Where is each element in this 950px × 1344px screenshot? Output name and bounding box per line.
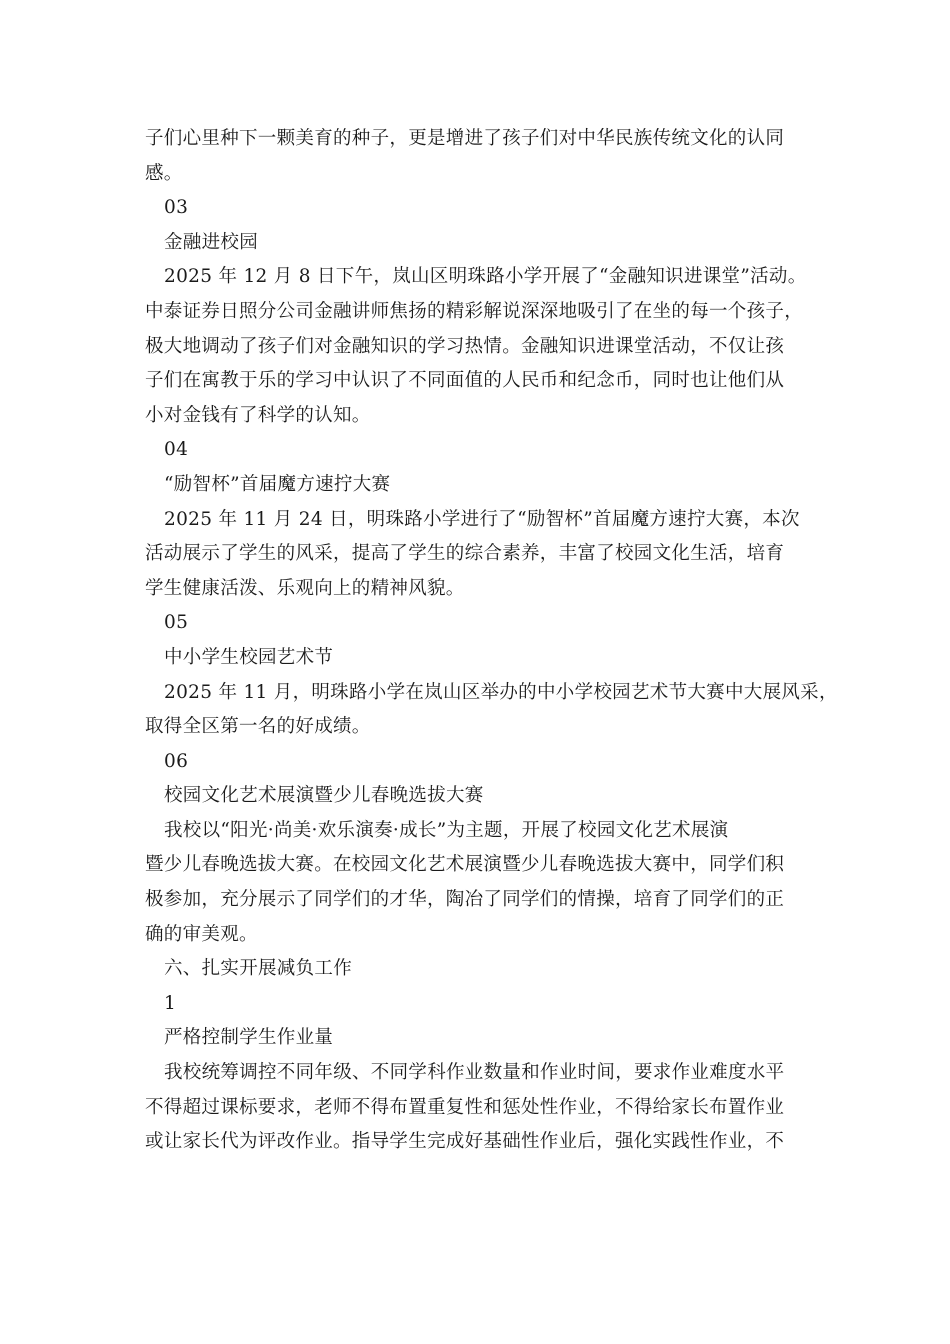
text-line: 2025 年 12 月 8 日下午，岚山区明珠路小学开展了“金融知识进课堂”活动。 bbox=[164, 266, 807, 288]
text-line: 金融进校园 bbox=[164, 231, 259, 253]
text-line: 04 bbox=[164, 439, 189, 461]
text-line: 我校统筹调控不同年级、不同学科作业数量和作业时间，要求作业难度水平 bbox=[164, 1062, 785, 1084]
text-line: 2025 年 11 月 24 日，明珠路小学进行了“励智杯”首届魔方速拧大赛，本次 bbox=[164, 508, 800, 530]
text-line: 中泰证券日照分公司金融讲师焦扬的精彩解说深深地吸引了在坐的每一个孩子， bbox=[145, 300, 804, 322]
text-line: 子们在寓教于乐的学习中认识了不同面值的人民币和纪念币，同时也让他们从 bbox=[145, 370, 785, 392]
text-line: 2025 年 11 月，明珠路小学在岚山区举办的中小学校园艺术节大赛中大展风采， bbox=[164, 681, 838, 703]
text-line: 中小学生校园艺术节 bbox=[164, 646, 334, 668]
text-line: 严格控制学生作业量 bbox=[164, 1027, 334, 1049]
text-line: 06 bbox=[164, 750, 189, 772]
text-line: 极大地调动了孩子们对金融知识的学习热情。金融知识进课堂活动，不仅让孩 bbox=[145, 335, 785, 357]
text-line: “励智杯”首届魔方速拧大赛 bbox=[164, 473, 391, 495]
text-line: 学生健康活泼、乐观向上的精神风貌。 bbox=[145, 577, 465, 599]
text-line: 03 bbox=[164, 197, 189, 219]
text-line: 六、扎实开展减负工作 bbox=[164, 958, 353, 980]
text-line: 活动展示了学生的风采，提高了学生的综合素养，丰富了校园文化生活，培育 bbox=[145, 543, 785, 565]
text-line: 05 bbox=[164, 612, 189, 634]
text-line: 校园文化艺术展演暨少儿春晚选拔大赛 bbox=[164, 785, 484, 807]
text-line: 不得超过课标要求，老师不得布置重复性和惩处性作业，不得给家长布置作业 bbox=[145, 1096, 785, 1118]
text-line: 感。 bbox=[145, 162, 183, 184]
text-line: 我校以“阳光·尚美·欢乐演奏·成长”为主题，开展了校园文化艺术展演 bbox=[164, 819, 729, 841]
text-line: 确的审美观。 bbox=[145, 923, 258, 945]
text-line: 暨少儿春晚选拔大赛。在校园文化艺术展演暨少儿春晚选拔大赛中，同学们积 bbox=[145, 854, 785, 876]
text-line: 极参加，充分展示了同学们的才华，陶冶了同学们的情操，培育了同学们的正 bbox=[145, 889, 785, 911]
document-page bbox=[145, 122, 838, 1160]
text-line: 子们心里种下一颗美育的种子，更是增进了孩子们对中华民族传统文化的认同 bbox=[145, 128, 785, 149]
text-line: 1 bbox=[164, 992, 177, 1014]
text-line: 小对金钱有了科学的认知。 bbox=[145, 404, 371, 426]
text-line: 取得全区第一名的好成绩。 bbox=[145, 716, 371, 738]
text-line: 或让家长代为评改作业。指导学生完成好基础性作业后，强化实践性作业，不 bbox=[145, 1131, 785, 1153]
